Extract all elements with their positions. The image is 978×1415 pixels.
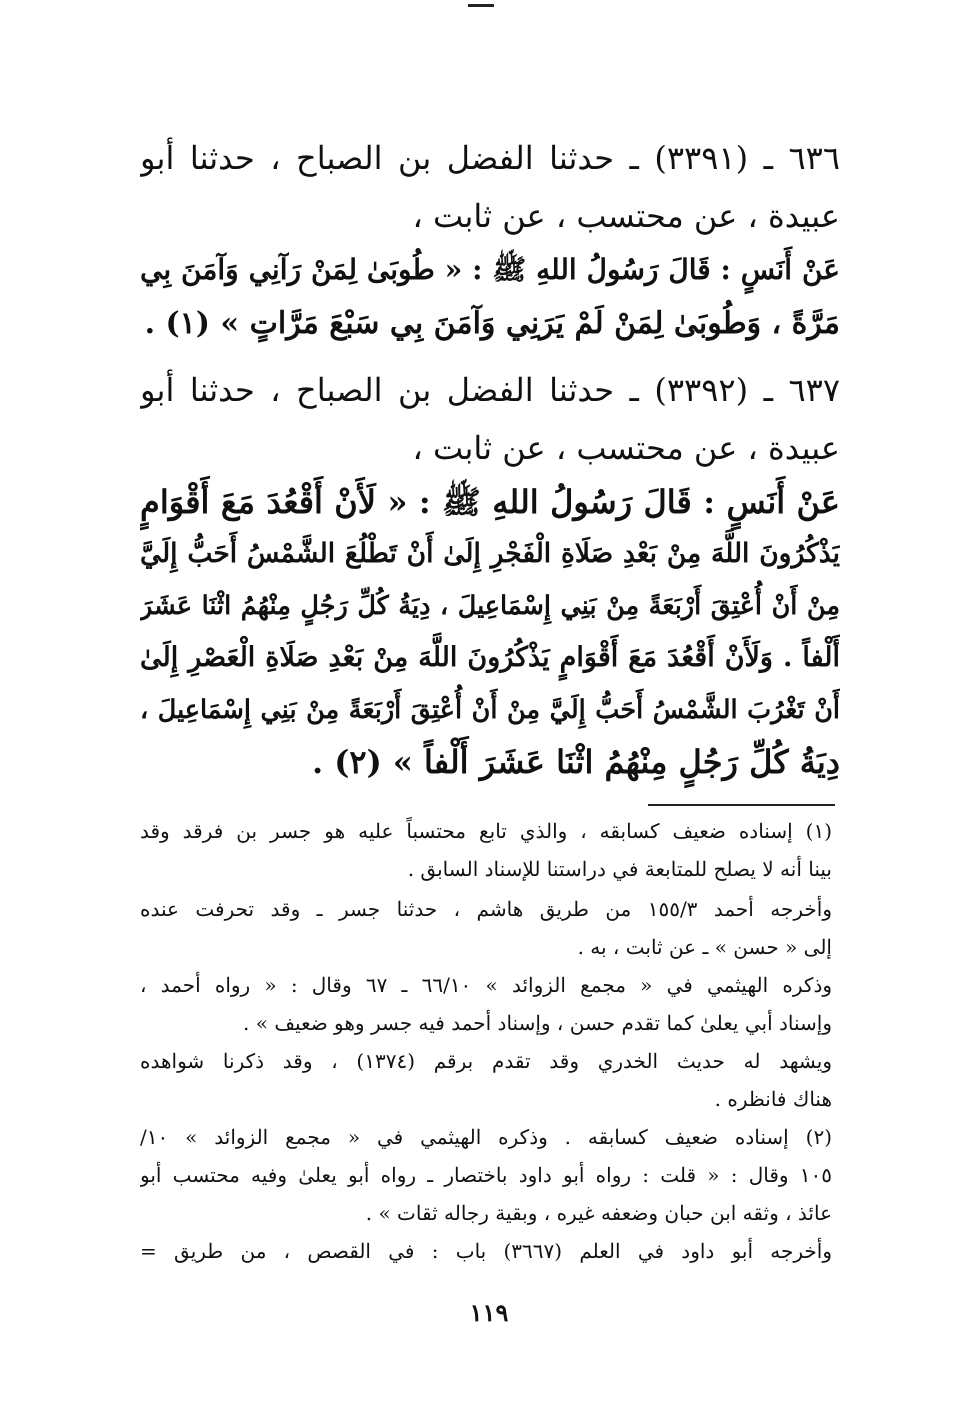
footnote-1-line-8: هناك فانظره . [714, 1087, 832, 1111]
hadith-636-isnad-line-1: ٦٣٦ ـ (٣٣٩١) ـ حدثنا الفضل بن الصباح ، حدثنا أبو [140, 139, 840, 177]
hadith-637-isnad-line-2: عبيدة ، عن محتسب ، عن ثابت ، [412, 429, 840, 467]
hadith-637-isnad-line-1: ٦٣٧ ـ (٣٣٩٢) ـ حدثنا الفضل بن الصباح ، حدثنا أبو [140, 371, 840, 409]
hadith-637-matn-line-3: مِنْ أَنْ أُعْتِقَ أَرْبَعَةً مِنْ بَنِي إِسْمَاعِيلَ ، دِيَةُ كُلِّ رَجُلٍ مِنْهُمُ اثْنَا عَشَرَ [140, 591, 840, 621]
hadith-637-matn-line-6: دِيَةُ كُلِّ رَجُلٍ مِنْهُمُ اثْنَا عَشَرَ أَلْفاً » (٢) . [311, 743, 840, 781]
footnote-separator [648, 804, 835, 806]
footnote-1-line-1: (١) إسناده ضعيف كسابقه ، والذي تابع محتسباً عليه هو جسر بن فرقد وقد [140, 819, 832, 843]
hadith-637-matn-line-1: عَنْ أَنَسٍ : قَالَ رَسُولُ اللهِ ﷺ : « لَأَنْ أَقْعُدَ مَعَ أَقْوَامٍ [140, 483, 840, 521]
footnote-2-line-1: (٢) إسناده ضعيف كسابقه . وذكره الهيثمي في « مجمع الزوائد » ١٠/ [140, 1125, 832, 1149]
footnote-2-line-3: عائذ ، وثقه ابن حبان وضعفه غيره ، وبقية رجاله ثقات » . [365, 1201, 832, 1225]
footnote-1-line-2: بينا أنه لا يصلح للمتابعة في دراستنا للإسناد السابق . [407, 857, 832, 881]
footnote-2-line-2: ١٠٥ وقال : « قلت : رواه أبو داود باختصار ـ رواه أبو يعلىٰ وفيه محتسب أبو [140, 1163, 832, 1187]
hadith-637-matn-line-2: يَذْكُرُونَ اللَّهَ مِنْ بَعْدِ صَلَاةِ الْفَجْرِ إِلَىٰ أَنْ تَطْلُعَ الشَّمْسُ أَحَبُّ إِلَيَّ [140, 538, 840, 569]
footnote-1-line-6: وإسناد أبي يعلىٰ كما تقدم حسن ، وإسناد أحمد فيه جسر وهو ضعيف » . [243, 1011, 832, 1035]
hadith-637-matn-line-4: أَلْفاً . وَلَأَنْ أَقْعُدَ مَعَ أَقْوَامٍ يَذْكُرُونَ اللَّهَ مِنْ بَعْدِ صَلَاةِ الْعَصْرِ إِلَىٰ [140, 642, 840, 673]
footnote-1-line-3: وأخرجه أحمد ١٥٥/٣ من طريق هاشم ، حدثنا جسر ـ وقد تحرفت عنده [140, 897, 832, 921]
hadith-636-isnad-line-2: عبيدة ، عن محتسب ، عن ثابت ، [412, 197, 840, 235]
hadith-636-matn-line-1: عَنْ أَنَسٍ : قَالَ رَسُولُ اللهِ ﷺ : « طُوبَىٰ لِمَنْ رَآنِي وَآمَنَ بِي [140, 253, 840, 286]
top-mark [468, 4, 494, 7]
page-number: ١١٩ [469, 1298, 509, 1327]
footnote-1-line-7: ويشهد له حديث الخدري وقد تقدم برقم (١٣٧٤) ، وقد ذكرنا شواهده [140, 1049, 832, 1073]
footnote-1-line-4: إلى « حسن » ـ عن ثابت ، به . [577, 935, 832, 959]
hadith-637-matn-line-5: أَنْ تَغْرُبَ الشَّمْسُ أَحَبُّ إِلَيَّ مِنْ أَنْ أُعْتِقَ أَرْبَعَةً مِنْ بَنِي إِسْمَاعِيلَ ، [140, 695, 840, 725]
footnote-1-line-5: وذكره الهيثمي في « مجمع الزوائد » ٦٦/١٠ ـ ٦٧ وقال : « رواه أحمد ، [140, 973, 832, 997]
footnote-2-line-4: وأخرجه أبو داود في العلم (٣٦٦٧) باب : في القصص ، من طريق = [140, 1239, 832, 1263]
hadith-636-matn-line-2: مَرَّةً ، وَطُوبَىٰ لِمَنْ لَمْ يَرَنِي وَآمَنَ بِي سَبْعَ مَرَّاتٍ » (١) . [144, 306, 840, 341]
